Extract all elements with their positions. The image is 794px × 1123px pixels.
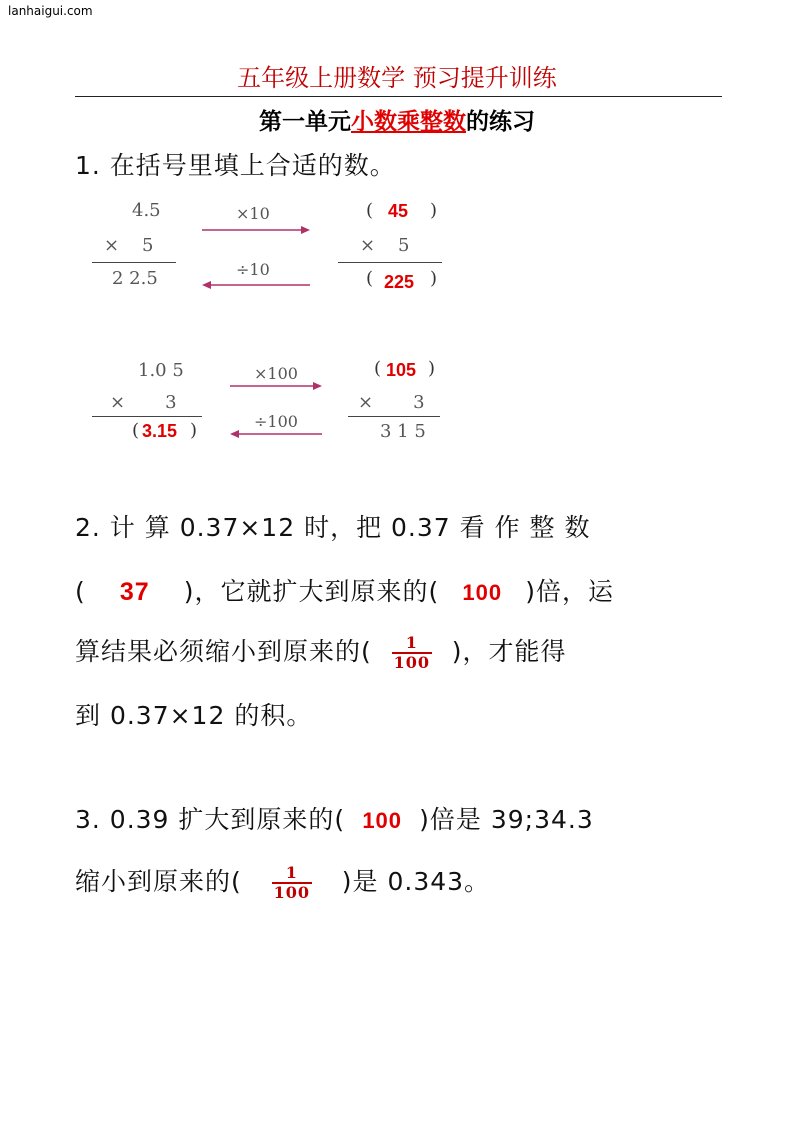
q1a-left-mul: × 5: [104, 235, 154, 256]
q1b-right-mul: × 3: [358, 392, 425, 413]
q1b-right-top-answer: 105: [386, 360, 417, 380]
q1a-right-result-answer: 225: [384, 272, 415, 292]
q3-answer-1: 100: [362, 808, 403, 833]
q1b-left-result-open: (: [132, 420, 140, 441]
q1b-arrow-left: [228, 426, 324, 442]
q1a-right-top-open: (: [366, 200, 374, 221]
q2-answer-1: 37: [119, 578, 150, 606]
q1a-op-forward: ×10: [236, 204, 270, 223]
q1a-left-result: 2 2.5: [112, 268, 158, 289]
q1b-right-rule: [348, 416, 440, 417]
q1b-right-top-open: (: [374, 358, 382, 379]
q3-line2: 缩小到原来的( $\frac{1}{100}$ )是 0.343。: [75, 863, 491, 902]
q1b-left-mul: × 3: [110, 392, 177, 413]
q1a-left-top: 4.5: [132, 200, 161, 221]
q2-fraction-answer: $\frac{1}{100}$: [393, 633, 430, 672]
q1b-arrow-right: [228, 378, 324, 394]
q2-answer-2: 100: [462, 580, 503, 605]
unit-title: 第一单元小数乘整数的练习: [259, 109, 535, 135]
q1a-right-rule: [338, 262, 442, 263]
q2-line2: ( 37 )，它就扩大到原来的( 100 )倍，运: [75, 577, 615, 606]
q1b-right-top-close: ): [428, 358, 436, 379]
q3-fraction-answer: $\frac{1}{100}$: [273, 863, 310, 902]
q1a-right-top-answer: 45: [388, 201, 409, 221]
q1b-left-top: 1.0 5: [138, 360, 184, 381]
q1b-op-forward: ×100: [254, 364, 298, 383]
q1a-right-result-open: (: [366, 268, 374, 289]
q1a-left-rule: [92, 262, 176, 263]
q1b-left-rule: [92, 416, 202, 417]
q1a-right-mul: × 5: [360, 235, 410, 256]
page-title: 五年级上册数学 预习提升训练: [237, 64, 557, 92]
q2-line3: 算结果必须缩小到原来的( $\frac{1}{100}$ )，才能得: [75, 633, 567, 672]
q3-line1: 3. 0.39 扩大到原来的( 100 )倍是 39;34.3: [75, 805, 594, 834]
site-watermark: lanhaigui.com: [8, 4, 93, 18]
q1a-arrow-left: [200, 277, 312, 293]
q1a-right-result-close: ): [430, 268, 438, 289]
q1b-right-result: 3 1 5: [380, 421, 426, 442]
q1b-left-result-answer: 3.15: [142, 421, 178, 441]
q2-line4: 到 0.37×12 的积。: [75, 701, 313, 730]
q1a-right-top-close: ): [430, 200, 438, 221]
q1b-left-result-close: ): [190, 420, 198, 441]
q2-line1: 2. 计 算 0.37×12 时，把 0.37 看 作 整 数: [75, 513, 591, 542]
q1a-arrow-right: [200, 222, 312, 238]
title-rule: [75, 96, 722, 97]
q1b-op-back: ÷100: [254, 412, 298, 431]
q1-heading: 1. 在括号里填上合适的数。: [75, 151, 396, 180]
q1a-op-back: ÷10: [236, 260, 270, 279]
